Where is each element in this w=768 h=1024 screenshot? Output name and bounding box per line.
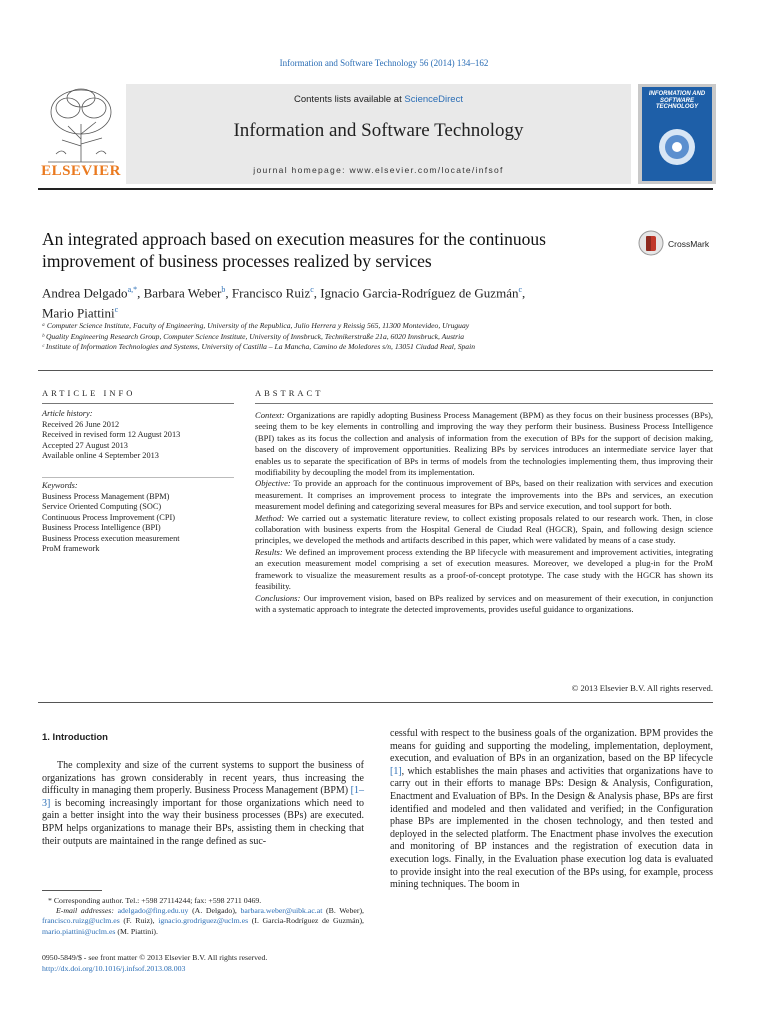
issn-line: 0950-5849/$ - see front matter © 2013 Elsevier B.V. All rights reserved. [42,953,268,962]
issn-block [42,953,364,974]
introduction-heading: 1. Introduction [42,732,108,743]
article-info-heading: ARTICLE INFO [42,388,136,398]
reference-link[interactable]: [1–3] [42,785,364,809]
abstract-label: Objective: [255,478,291,489]
author-affiliation-mark[interactable]: a,* [127,285,138,294]
abstract-paragraph: To provide an approach for the continuous improvement of BPs, based on their realization with services and execution measurement. It comprises an improvement process to integrate the improvements into the BPs and services, an execution measurement model defining and categorizing several measures for BPs and service execution, and tool support for both. [255,478,713,512]
elsevier-wordmark: ELSEVIER [41,163,121,179]
email-link[interactable]: francisco.ruizg@uclm.es [42,916,120,926]
email-addresses [42,906,364,937]
affiliation-item: ᶜ Institute of Information Technologies and Systems, University of Castilla – La Mancha, Camino de Moledores s/n, 13051 Ciudad Real, Spain [42,342,475,351]
email-owner: (B. Weber), [322,906,364,916]
crossmark-badge[interactable] [638,230,718,256]
section-rule [38,702,713,703]
body-column-right [390,728,713,892]
keywords-rule [42,477,234,478]
author-list: Andrea Delgado$^{a,*}$, Barbara Weber$^b$, Francisco Ruiz$^c$, Ignacio Garcia-Rodríguez de Guzmán$^c$, Mario Piattini$^c$ [42,285,526,321]
keyword-item: Business Process Management (BPM) [42,491,170,501]
abstract-paragraph: Our improvement vision, based on BPs realized by services and on measurement of their execution, in conjunction with a systematic approach to integrate the detected improvements, provides useful guidance to organizations. [255,592,713,614]
header-rule [38,188,713,190]
email-link[interactable]: barbara.weber@uibk.ac.at [240,906,323,916]
abstract-conclusions [255,593,713,616]
abstract-results [255,547,713,593]
abstract-body [255,410,713,615]
journal-cover-panel [642,87,712,181]
author-name[interactable]: Mario Piattini [42,305,115,321]
abstract-label: Context: [255,410,285,420]
email-owner: (F. Ruiz), [119,916,159,926]
keywords [42,481,242,555]
abstract-label: Results: [255,546,283,557]
cover-disc-graphic [657,127,697,167]
body-text: is becoming increasingly important for those organizations which need to gain a better insight into the way their business processes (BPs) are executed. BPM helps organizations to manage their BPs, assisting them in checking that their outputs are maintained in the range defined as suc- [42,797,364,847]
affiliations [42,321,722,353]
journal-cover-image [638,84,716,184]
email-label: E-mail addresses: [56,906,114,916]
history-item: Available online 4 September 2013 [42,451,159,460]
journal-homepage[interactable]: journal homepage: www.elsevier.com/locate/infsof [253,165,504,175]
email-owner: (I. Garcia-Rodríguez de Guzmán), [248,916,364,926]
article-history [42,409,242,462]
section-rule [38,370,713,371]
affiliation-item: ᵃ Computer Science Institute, Faculty of Engineering, University of the Republica, Julio Herrera y Reissig 565, 11300 Montevideo, Uruguay [42,321,470,330]
keywords-label: Keywords: [42,481,78,490]
abstract-heading: ABSTRACT [255,388,324,398]
history-item: Received in revised form 12 August 2013 [42,430,181,439]
author-affiliation-mark[interactable]: b [221,285,226,294]
abstract-paragraph: Organizations are rapidly adopting Business Process Management (BPM) as they focus on their business processes (BPs), seeing them to be key elements in controlling and improving the way they perform their business. Business Process Intelligence (BPI) takes as its focus the collection and analysis of information from the execution of BPs for the support of decision making, based on the discovery of improvement opportunities. Realizing BPs by services introduces an intermediate service layer that enables us to separate the specification of BPs in terms of models from the technologies implementing them, thus improving their modifiability by decoupling the model from its implementation. [255,410,713,478]
author-affiliation-mark[interactable]: c [114,305,119,315]
email-owner: (M. Piattini). [115,926,158,936]
author-name[interactable]: Barbara Weber [143,285,222,301]
email-link[interactable]: adelgado@fing.edu.uy [117,906,189,916]
abstract-label: Conclusions: [255,592,301,603]
keyword-item: Business Process Intelligence (BPI) [42,523,161,532]
body-column-left [42,760,364,848]
history-label: Article history: [42,409,93,418]
reference-link[interactable]: [1] [390,765,402,777]
keyword-item: ProM framework [42,544,100,553]
author-affiliation-mark[interactable]: c [310,285,314,294]
author-name[interactable]: Andrea Delgado [42,285,128,301]
body-text: The complexity and size of the current systems to support the business of organizations has grown considerably in recent years, thus increasing the difficulty in managing them properly. Business Process Management (BPM) [42,760,364,797]
history-item: Received 26 June 2012 [42,419,120,429]
abstract-rule [255,403,713,404]
journal-citation[interactable]: Information and Software Technology 56 (2014) 134–162 [279,58,489,68]
journal-title: Information and Software Technology [233,120,524,141]
abstract-copyright: © 2013 Elsevier B.V. All rights reserved. [571,683,713,693]
article-title: An integrated approach based on execution measures for the continuous improvement of business processes realized by services [42,229,546,271]
body-text: , which establishes the main phases and activities that organizations have to carry out in their efforts to manage BPs: Design & Analysis, Configuration, Enactment and Evaluation of BPs. In the Design & Analysis phase, BPs are first identified and modeled and then validated and verified; in the Configuration phase BPs are implemented in the chosen technology, and then tested and deployed in the selected platform. The Enactment phase involves the execution and monitoring of BP instances and the registration of execution data in execution logs. Finally, in the Evaluation phase execution log data is evaluated to provide insight into the real execution of the BPs using, for example, process mining techniques. The boom in [390,765,713,891]
body-text: cessful with respect to the business goals of the organization. BPM provides the means for guiding and supporting the modeling, implementation, deployment, execution, and evaluation of BPs in an organization, based on the BP lifecycle [390,728,713,765]
corresponding-author-note: * Corresponding author. Tel.: +598 27114244; fax: +598 2711 0469. [48,896,262,905]
abstract-paragraph: We carried out a systematic literature review, to collect existing proposals related to our research work. Then, in close collaboration with business experts from the Hospital General de Ciudad Real (HGCR), Spain, and following design science principles, we developed the methods and artifacts described in this paper, which were validated by means of a case study. [255,512,713,546]
article-info-rule [42,403,234,404]
abstract-objective [255,478,713,512]
doi-link[interactable]: http://dx.doi.org/10.1016/j.infsof.2013.08.003 [42,963,186,973]
email-owner: (A. Delgado), [188,906,241,916]
abstract-context [255,410,713,478]
sciencedirect-link[interactable]: ScienceDirect [404,94,463,105]
abstract-method [255,513,713,547]
keyword-item: Continuous Process Improvement (CPI) [42,512,175,522]
abstract-paragraph: We defined an improvement process extending the BP lifecycle with measurement and improvement activities, integrating an execution measurement model comprising a set of execution measures. Moreover, we developed a plug-in for the ProM framework to visualize the measurement results as a proof-of-concept prototype. The case study with the HGCR has shown its feasibility. [255,546,714,592]
footnote-rule [42,890,102,891]
contents-line [126,94,631,105]
crossmark-icon [638,230,664,256]
crossmark-label: CrossMark [668,239,710,249]
cover-title: INFORMATION AND SOFTWARE TECHNOLOGY [648,91,706,110]
author-name[interactable]: Ignacio Garcia-Rodríguez de Guzmán [320,285,519,301]
abstract-label: Method: [255,512,285,523]
keyword-item: Service Oriented Computing (SOC) [42,502,162,511]
contents-prefix: Contents lists available at [294,94,405,105]
history-item: Accepted 27 August 2013 [42,440,128,450]
affiliation-item: ᵇ Quality Engineering Research Group, Computer Science Institute, University of Innsbruck, Technikerstraße 21a, 6020 Innsbruck, Austria [42,331,465,341]
email-link[interactable]: ignacio.grodriguez@uclm.es [158,916,249,926]
footnotes [42,896,364,937]
email-link[interactable]: mario.piattini@uclm.es [42,926,116,936]
keyword-item: Business Process execution measurement [42,533,180,543]
author-name[interactable]: Francisco Ruiz [231,285,311,301]
author-affiliation-mark[interactable]: c [518,285,523,294]
